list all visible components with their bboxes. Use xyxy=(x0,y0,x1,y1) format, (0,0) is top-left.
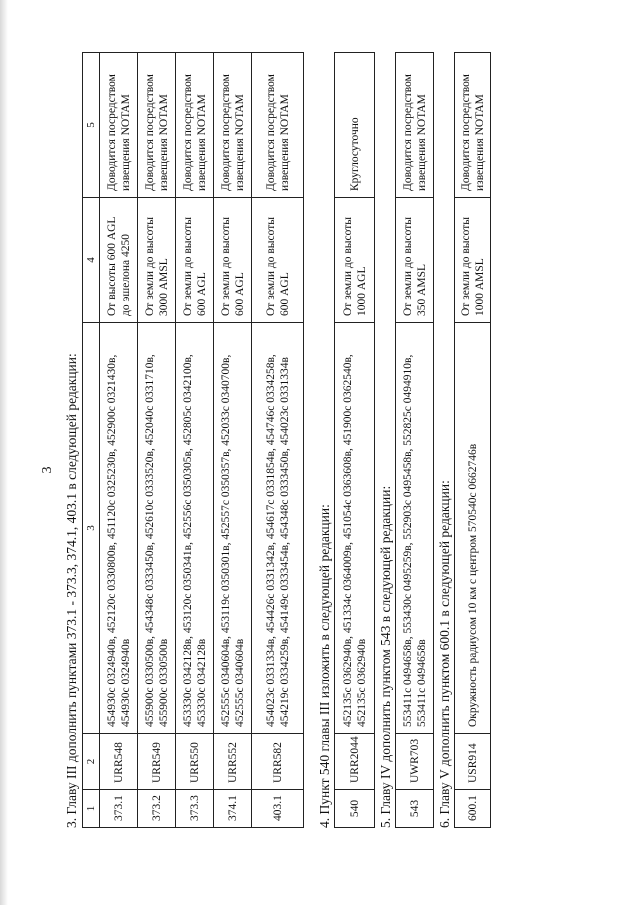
row-number: 600.1 xyxy=(455,790,491,828)
zone-coordinates: 454930с 0324940в, 452120с 0330800в, 451120с 0325230в, 452900с 0321430в, 454930с 0324940в xyxy=(100,323,138,734)
row-number: 403.1 xyxy=(252,790,304,828)
zone-coordinates: 455900с 0330500в, 454348с 0333450в, 452610с 0333520в, 452040с 0331710в, 455900с 0330500в xyxy=(138,323,176,734)
column-header-3: 3 xyxy=(83,323,100,734)
zone-note: Доводится посредством извещения NOTAM xyxy=(214,53,252,198)
zone-note: Доводится посредством извещения NOTAM xyxy=(396,53,434,198)
zone-code: URR549 xyxy=(138,734,176,790)
zone-code: URR550 xyxy=(176,734,214,790)
table-row xyxy=(252,53,304,828)
table-row xyxy=(214,53,252,828)
zone-altitude: От земли до высоты 600 AGL xyxy=(214,198,252,323)
row-number: 374.1 xyxy=(214,790,252,828)
table-row xyxy=(138,53,176,828)
zone-code: URR548 xyxy=(100,734,138,790)
zone-code: URR2044 xyxy=(335,734,375,790)
zone-coordinates: 553411с 0494658в, 553430с 0495259в, 552903с 0495458в, 552825с 0494910в, 553411с 0494658в xyxy=(396,323,434,734)
zone-coordinates: 453330с 0342128в, 453120с 0350341в, 452556с 0350305в, 452805с 0342100в, 453330с 0342128в xyxy=(176,323,214,734)
table-row xyxy=(396,53,434,828)
zone-altitude: От высоты 600 AGL до эшелона 4250 xyxy=(100,198,138,323)
column-header-1: 1 xyxy=(83,790,100,828)
zone-note: Круглосуточно xyxy=(335,53,375,198)
zone-note: Доводится посредством извещения NOTAM xyxy=(100,53,138,198)
zone-code: UWR703 xyxy=(396,734,434,790)
zone-note: Доводится посредством извещения NOTAM xyxy=(252,53,304,198)
zone-note: Доводится посредством извещения NOTAM xyxy=(138,53,176,198)
table-row xyxy=(176,53,214,828)
section-6-table xyxy=(454,52,491,828)
zone-coordinates: 452555с 0340604в, 453119с 0350301в, 452557с 0350357в, 452033с 0340700в, 452555с 0340604в xyxy=(214,323,252,734)
zone-altitude: От земли до высоты 3000 AMSL xyxy=(138,198,176,323)
zone-code: URR582 xyxy=(252,734,304,790)
zone-coordinates: Окружность радиусом 10 км с центром 570540с 0662746в xyxy=(455,323,491,734)
row-number: 373.1 xyxy=(100,790,138,828)
section-4-table xyxy=(334,52,375,828)
zone-coordinates: 454023с 0331334в, 454426с 0331342в, 454617с 0331854в, 454746с 0334258в, 454219с 0334259в, 454149с 0333454в, 454348с 0333450в, 454023с 0331334в xyxy=(252,323,304,734)
column-header-4: 4 xyxy=(83,198,100,323)
zone-coordinates: 452135с 0362940в, 451334с 0364009в, 451054с 0363608в, 451900с 0362540в, 452135с 0362940в xyxy=(335,323,375,734)
section-3-table xyxy=(82,52,304,828)
page-number: 3 xyxy=(40,466,55,474)
column-header-2: 2 xyxy=(83,734,100,790)
column-header-5: 5 xyxy=(83,53,100,198)
row-number: 373.2 xyxy=(138,790,176,828)
scan-edge-shadow xyxy=(0,0,8,905)
zone-note: Доводится посредством извещения NOTAM xyxy=(176,53,214,198)
table-header-row xyxy=(83,53,100,828)
section-5-heading: 5. Главу IV дополнить пунктом 543 в следующей редакции: xyxy=(378,485,393,828)
row-number: 543 xyxy=(396,790,434,828)
rotated-content xyxy=(12,60,492,880)
zone-code: USR914 xyxy=(455,734,491,790)
section-3-heading: 3. Главу III дополнить пунктами 373.1 - 373.3, 374.1, 403.1 в следующей редакции: xyxy=(64,353,79,828)
zone-note: Доводится посредством извещения NOTAM xyxy=(455,53,491,198)
zone-altitude: От земли до высоты 1000 AMSL xyxy=(455,198,491,323)
row-number: 540 xyxy=(335,790,375,828)
table-row xyxy=(455,53,491,828)
zone-altitude: От земли до высоты 350 AMSL xyxy=(396,198,434,323)
row-number: 373.3 xyxy=(176,790,214,828)
zone-altitude: От земли до высоты 600 AGL xyxy=(176,198,214,323)
table-row xyxy=(335,53,375,828)
zone-altitude: От земли до высоты 1000 AGL xyxy=(335,198,375,323)
table-row xyxy=(100,53,138,828)
zone-altitude: От земли до высоты 600 AGL xyxy=(252,198,304,323)
section-6-heading: 6. Главу V дополнить пунктом 600.1 в следующей редакции: xyxy=(437,480,452,828)
section-5-table xyxy=(395,52,434,828)
zone-code: URR552 xyxy=(214,734,252,790)
section-4-heading: 4. Пункт 540 главы III изложить в следующей редакции: xyxy=(317,504,332,828)
